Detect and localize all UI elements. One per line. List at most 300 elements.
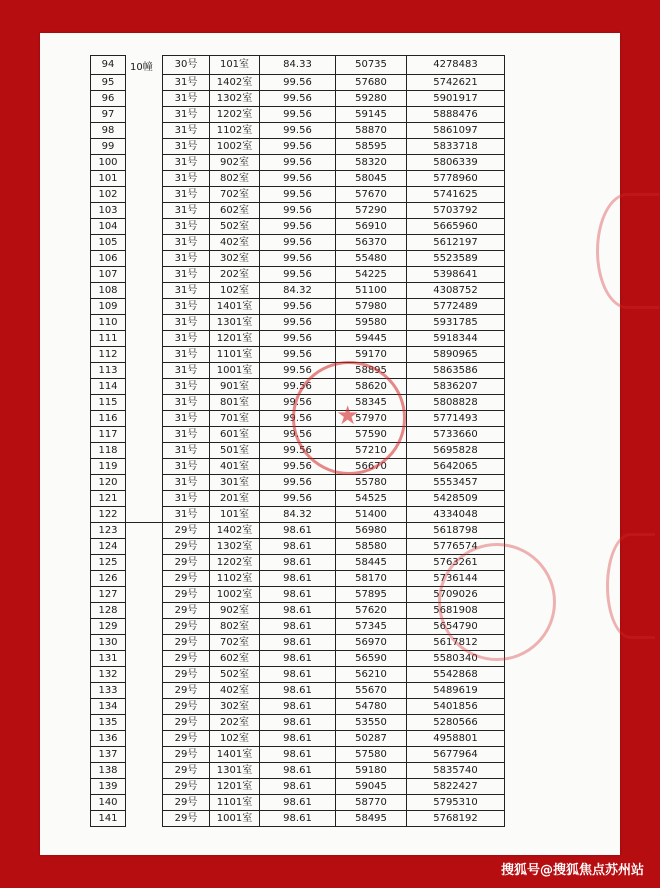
building-cell [126,555,163,571]
unit-price-cell: 58770 [336,795,407,811]
total-price-cell: 5822427 [407,779,505,795]
row-number-cell: 127 [91,587,126,603]
unit-price-cell: 59045 [336,779,407,795]
official-seal-stamp-edge-lower [606,533,655,639]
room-number-cell: 702室 [210,635,260,651]
table-row [91,56,505,75]
unit-price-cell: 58495 [336,811,407,827]
total-price-cell: 5489619 [407,683,505,699]
room-number-cell: 302室 [210,251,260,267]
room-number-cell: 402室 [210,683,260,699]
table-row [91,363,505,379]
room-number-cell: 1301室 [210,763,260,779]
table-row [91,203,505,219]
area-cell: 99.56 [260,203,336,219]
row-number-cell: 99 [91,139,126,155]
total-price-cell: 5771493 [407,411,505,427]
table-row [91,683,505,699]
building-cell [126,155,163,171]
unit-number-cell: 31号 [163,91,210,107]
area-cell: 99.56 [260,155,336,171]
area-cell: 98.61 [260,779,336,795]
table-row [91,347,505,363]
building-cell [126,779,163,795]
building-cell [126,379,163,395]
row-number-cell: 134 [91,699,126,715]
room-number-cell: 1002室 [210,587,260,603]
building-cell [126,747,163,763]
building-cell [126,539,163,555]
building-cell [126,603,163,619]
unit-number-cell: 31号 [163,299,210,315]
table-row [91,491,505,507]
row-number-cell: 105 [91,235,126,251]
unit-price-cell: 57970 [336,411,407,427]
building-cell [126,587,163,603]
unit-price-cell: 57210 [336,443,407,459]
row-number-cell: 128 [91,603,126,619]
unit-number-cell: 29号 [163,635,210,651]
total-price-cell: 5703792 [407,203,505,219]
area-cell: 84.33 [260,56,336,75]
total-price-cell: 5741625 [407,187,505,203]
room-number-cell: 202室 [210,715,260,731]
room-number-cell: 202室 [210,267,260,283]
table-row [91,315,505,331]
building-cell [126,411,163,427]
room-number-cell: 101室 [210,507,260,523]
table-row [91,715,505,731]
total-price-cell: 5681908 [407,603,505,619]
unit-price-cell: 58345 [336,395,407,411]
room-number-cell: 1001室 [210,811,260,827]
area-cell: 98.61 [260,619,336,635]
table-row [91,651,505,667]
unit-number-cell: 31号 [163,491,210,507]
total-price-cell: 5863586 [407,363,505,379]
unit-price-cell: 54525 [336,491,407,507]
row-number-cell: 126 [91,571,126,587]
area-cell: 99.56 [260,379,336,395]
room-number-cell: 1202室 [210,107,260,123]
area-cell: 99.56 [260,267,336,283]
area-cell: 99.56 [260,443,336,459]
unit-number-cell: 31号 [163,75,210,91]
row-number-cell: 113 [91,363,126,379]
total-price-cell: 5776574 [407,539,505,555]
row-number-cell: 119 [91,459,126,475]
table-row [91,635,505,651]
table-row [91,699,505,715]
unit-number-cell: 31号 [163,507,210,523]
table-row [91,91,505,107]
table-row [91,619,505,635]
total-price-cell: 4308752 [407,283,505,299]
row-number-cell: 100 [91,155,126,171]
area-cell: 98.61 [260,635,336,651]
unit-price-cell: 58320 [336,155,407,171]
total-price-cell: 5280566 [407,715,505,731]
room-number-cell: 1401室 [210,299,260,315]
table-row [91,395,505,411]
building-cell [126,683,163,699]
table-row [91,379,505,395]
total-price-cell: 5918344 [407,331,505,347]
unit-price-cell: 57580 [336,747,407,763]
building-cell [126,267,163,283]
room-number-cell: 601室 [210,427,260,443]
official-seal-stamp-edge [596,193,659,309]
unit-price-cell: 59445 [336,331,407,347]
area-cell: 98.61 [260,795,336,811]
total-price-cell: 4334048 [407,507,505,523]
table-row [91,763,505,779]
row-number-cell: 102 [91,187,126,203]
unit-price-cell: 58895 [336,363,407,379]
unit-number-cell: 31号 [163,411,210,427]
row-number-cell: 109 [91,299,126,315]
unit-number-cell: 29号 [163,731,210,747]
price-list-sheet [90,55,505,827]
area-cell: 99.56 [260,347,336,363]
row-number-cell: 130 [91,635,126,651]
table-row [91,539,505,555]
price-list-table [90,55,505,827]
unit-price-cell: 59180 [336,763,407,779]
table-row [91,155,505,171]
unit-price-cell: 55670 [336,683,407,699]
row-number-cell: 94 [91,56,126,75]
building-cell [126,795,163,811]
table-row [91,571,505,587]
row-number-cell: 110 [91,315,126,331]
row-number-cell: 112 [91,347,126,363]
building-cell [126,459,163,475]
unit-number-cell: 31号 [163,155,210,171]
unit-price-cell: 59580 [336,315,407,331]
building-cell [126,667,163,683]
table-row [91,795,505,811]
table-row [91,283,505,299]
building-cell [126,171,163,187]
unit-price-cell: 56670 [336,459,407,475]
row-number-cell: 132 [91,667,126,683]
total-price-cell: 5617812 [407,635,505,651]
area-cell: 84.32 [260,283,336,299]
table-row [91,219,505,235]
area-cell: 99.56 [260,251,336,267]
unit-number-cell: 31号 [163,443,210,459]
row-number-cell: 111 [91,331,126,347]
total-price-cell: 5401856 [407,699,505,715]
row-number-cell: 136 [91,731,126,747]
table-row [91,139,505,155]
building-cell [126,811,163,827]
room-number-cell: 702室 [210,187,260,203]
unit-number-cell: 29号 [163,715,210,731]
building-label: 10幢 [130,61,153,73]
total-price-cell: 5931785 [407,315,505,331]
unit-price-cell: 55780 [336,475,407,491]
area-cell: 98.61 [260,731,336,747]
table-row [91,235,505,251]
total-price-cell: 5768192 [407,811,505,827]
row-number-cell: 117 [91,427,126,443]
total-price-cell: 5654790 [407,619,505,635]
building-cell [126,139,163,155]
room-number-cell: 1201室 [210,331,260,347]
room-number-cell: 401室 [210,459,260,475]
total-price-cell: 5665960 [407,219,505,235]
unit-price-cell: 58045 [336,171,407,187]
area-cell: 99.56 [260,139,336,155]
total-price-cell: 5695828 [407,443,505,459]
table-row [91,811,505,827]
row-number-cell: 122 [91,507,126,523]
row-number-cell: 129 [91,619,126,635]
building-cell [126,123,163,139]
table-row [91,603,505,619]
room-number-cell: 1401室 [210,747,260,763]
total-price-cell: 5736144 [407,571,505,587]
area-cell: 99.56 [260,299,336,315]
room-number-cell: 1102室 [210,571,260,587]
building-cell [126,107,163,123]
unit-price-cell: 56210 [336,667,407,683]
table-row [91,459,505,475]
area-cell: 98.61 [260,539,336,555]
building-cell [126,187,163,203]
area-cell: 98.61 [260,683,336,699]
total-price-cell: 5523589 [407,251,505,267]
table-row [91,555,505,571]
unit-number-cell: 31号 [163,427,210,443]
document-page [40,33,620,855]
area-cell: 99.56 [260,315,336,331]
unit-price-cell: 50735 [336,56,407,75]
building-cell [126,619,163,635]
table-row [91,171,505,187]
area-cell: 98.61 [260,763,336,779]
building-cell [126,91,163,107]
row-number-cell: 135 [91,715,126,731]
total-price-cell: 5806339 [407,155,505,171]
row-number-cell: 140 [91,795,126,811]
row-number-cell: 106 [91,251,126,267]
table-row [91,731,505,747]
area-cell: 98.61 [260,523,336,539]
table-row [91,587,505,603]
area-cell: 98.61 [260,699,336,715]
building-cell [126,651,163,667]
total-price-cell: 5888476 [407,107,505,123]
unit-price-cell: 59170 [336,347,407,363]
unit-number-cell: 29号 [163,555,210,571]
table-row [91,299,505,315]
unit-price-cell: 56980 [336,523,407,539]
row-number-cell: 98 [91,123,126,139]
total-price-cell: 5835740 [407,763,505,779]
table-row [91,123,505,139]
area-cell: 99.56 [260,187,336,203]
row-number-cell: 115 [91,395,126,411]
area-cell: 99.56 [260,395,336,411]
area-cell: 98.61 [260,651,336,667]
room-number-cell: 1101室 [210,795,260,811]
room-number-cell: 602室 [210,203,260,219]
building-cell [126,283,163,299]
row-number-cell: 107 [91,267,126,283]
unit-number-cell: 29号 [163,651,210,667]
building-cell [126,219,163,235]
unit-number-cell: 29号 [163,587,210,603]
unit-number-cell: 29号 [163,667,210,683]
area-cell: 99.56 [260,107,336,123]
unit-number-cell: 31号 [163,171,210,187]
unit-number-cell: 31号 [163,267,210,283]
row-number-cell: 104 [91,219,126,235]
total-price-cell: 5836207 [407,379,505,395]
total-price-cell: 5772489 [407,299,505,315]
total-price-cell: 5763261 [407,555,505,571]
building-cell [126,299,163,315]
row-number-cell: 97 [91,107,126,123]
room-number-cell: 201室 [210,491,260,507]
building-cell [126,315,163,331]
table-row [91,747,505,763]
unit-price-cell: 59145 [336,107,407,123]
total-price-cell: 4958801 [407,731,505,747]
area-cell: 98.61 [260,603,336,619]
table-row [91,475,505,491]
building-cell [126,699,163,715]
unit-number-cell: 31号 [163,331,210,347]
building-cell [126,443,163,459]
room-number-cell: 301室 [210,475,260,491]
unit-number-cell: 29号 [163,811,210,827]
unit-number-cell: 31号 [163,475,210,491]
area-cell: 99.56 [260,91,336,107]
room-number-cell: 102室 [210,731,260,747]
unit-price-cell: 54780 [336,699,407,715]
room-number-cell: 102室 [210,283,260,299]
table-row [91,507,505,523]
unit-price-cell: 59280 [336,91,407,107]
building-cell [126,251,163,267]
area-cell: 99.56 [260,459,336,475]
total-price-cell: 5733660 [407,427,505,443]
table-row [91,331,505,347]
unit-number-cell: 29号 [163,699,210,715]
table-row [91,427,505,443]
unit-price-cell: 51100 [336,283,407,299]
table-row [91,187,505,203]
total-price-cell: 4278483 [407,56,505,75]
row-number-cell: 101 [91,171,126,187]
row-number-cell: 96 [91,91,126,107]
room-number-cell: 1102室 [210,123,260,139]
total-price-cell: 5642065 [407,459,505,475]
total-price-cell: 5833718 [407,139,505,155]
total-price-cell: 5709026 [407,587,505,603]
unit-price-cell: 57290 [336,203,407,219]
room-number-cell: 902室 [210,155,260,171]
room-number-cell: 501室 [210,443,260,459]
total-price-cell: 5808828 [407,395,505,411]
table-row [91,523,505,539]
area-cell: 84.32 [260,507,336,523]
total-price-cell: 5742621 [407,75,505,91]
unit-number-cell: 29号 [163,747,210,763]
unit-number-cell: 29号 [163,763,210,779]
total-price-cell: 5901917 [407,91,505,107]
total-price-cell: 5677964 [407,747,505,763]
room-number-cell: 602室 [210,651,260,667]
area-cell: 98.61 [260,587,336,603]
room-number-cell: 502室 [210,219,260,235]
row-number-cell: 116 [91,411,126,427]
building-cell [126,715,163,731]
unit-price-cell: 58620 [336,379,407,395]
unit-number-cell: 31号 [163,379,210,395]
building-cell [126,363,163,379]
building-cell [126,523,163,539]
unit-number-cell: 31号 [163,347,210,363]
room-number-cell: 1002室 [210,139,260,155]
row-number-cell: 137 [91,747,126,763]
building-cell [126,235,163,251]
price-list-body [91,56,505,827]
unit-number-cell: 31号 [163,203,210,219]
total-price-cell: 5542868 [407,667,505,683]
row-number-cell: 133 [91,683,126,699]
building-cell [126,475,163,491]
unit-number-cell: 31号 [163,459,210,475]
area-cell: 99.56 [260,219,336,235]
unit-number-cell: 29号 [163,619,210,635]
building-cell [126,731,163,747]
room-number-cell: 302室 [210,699,260,715]
area-cell: 98.61 [260,811,336,827]
unit-number-cell: 29号 [163,539,210,555]
row-number-cell: 131 [91,651,126,667]
table-row [91,75,505,91]
table-row [91,779,505,795]
unit-price-cell: 58170 [336,571,407,587]
unit-number-cell: 31号 [163,123,210,139]
unit-number-cell: 31号 [163,139,210,155]
unit-price-cell: 58870 [336,123,407,139]
room-number-cell: 901室 [210,379,260,395]
unit-number-cell: 29号 [163,795,210,811]
table-row [91,107,505,123]
unit-price-cell: 57680 [336,75,407,91]
row-number-cell: 138 [91,763,126,779]
row-number-cell: 141 [91,811,126,827]
row-number-cell: 139 [91,779,126,795]
room-number-cell: 1402室 [210,523,260,539]
building-cell [126,507,163,523]
unit-number-cell: 31号 [163,219,210,235]
room-number-cell: 802室 [210,171,260,187]
row-number-cell: 95 [91,75,126,91]
total-price-cell: 5580340 [407,651,505,667]
table-row [91,267,505,283]
area-cell: 99.56 [260,75,336,91]
area-cell: 99.56 [260,331,336,347]
unit-price-cell: 57670 [336,187,407,203]
area-cell: 98.61 [260,571,336,587]
